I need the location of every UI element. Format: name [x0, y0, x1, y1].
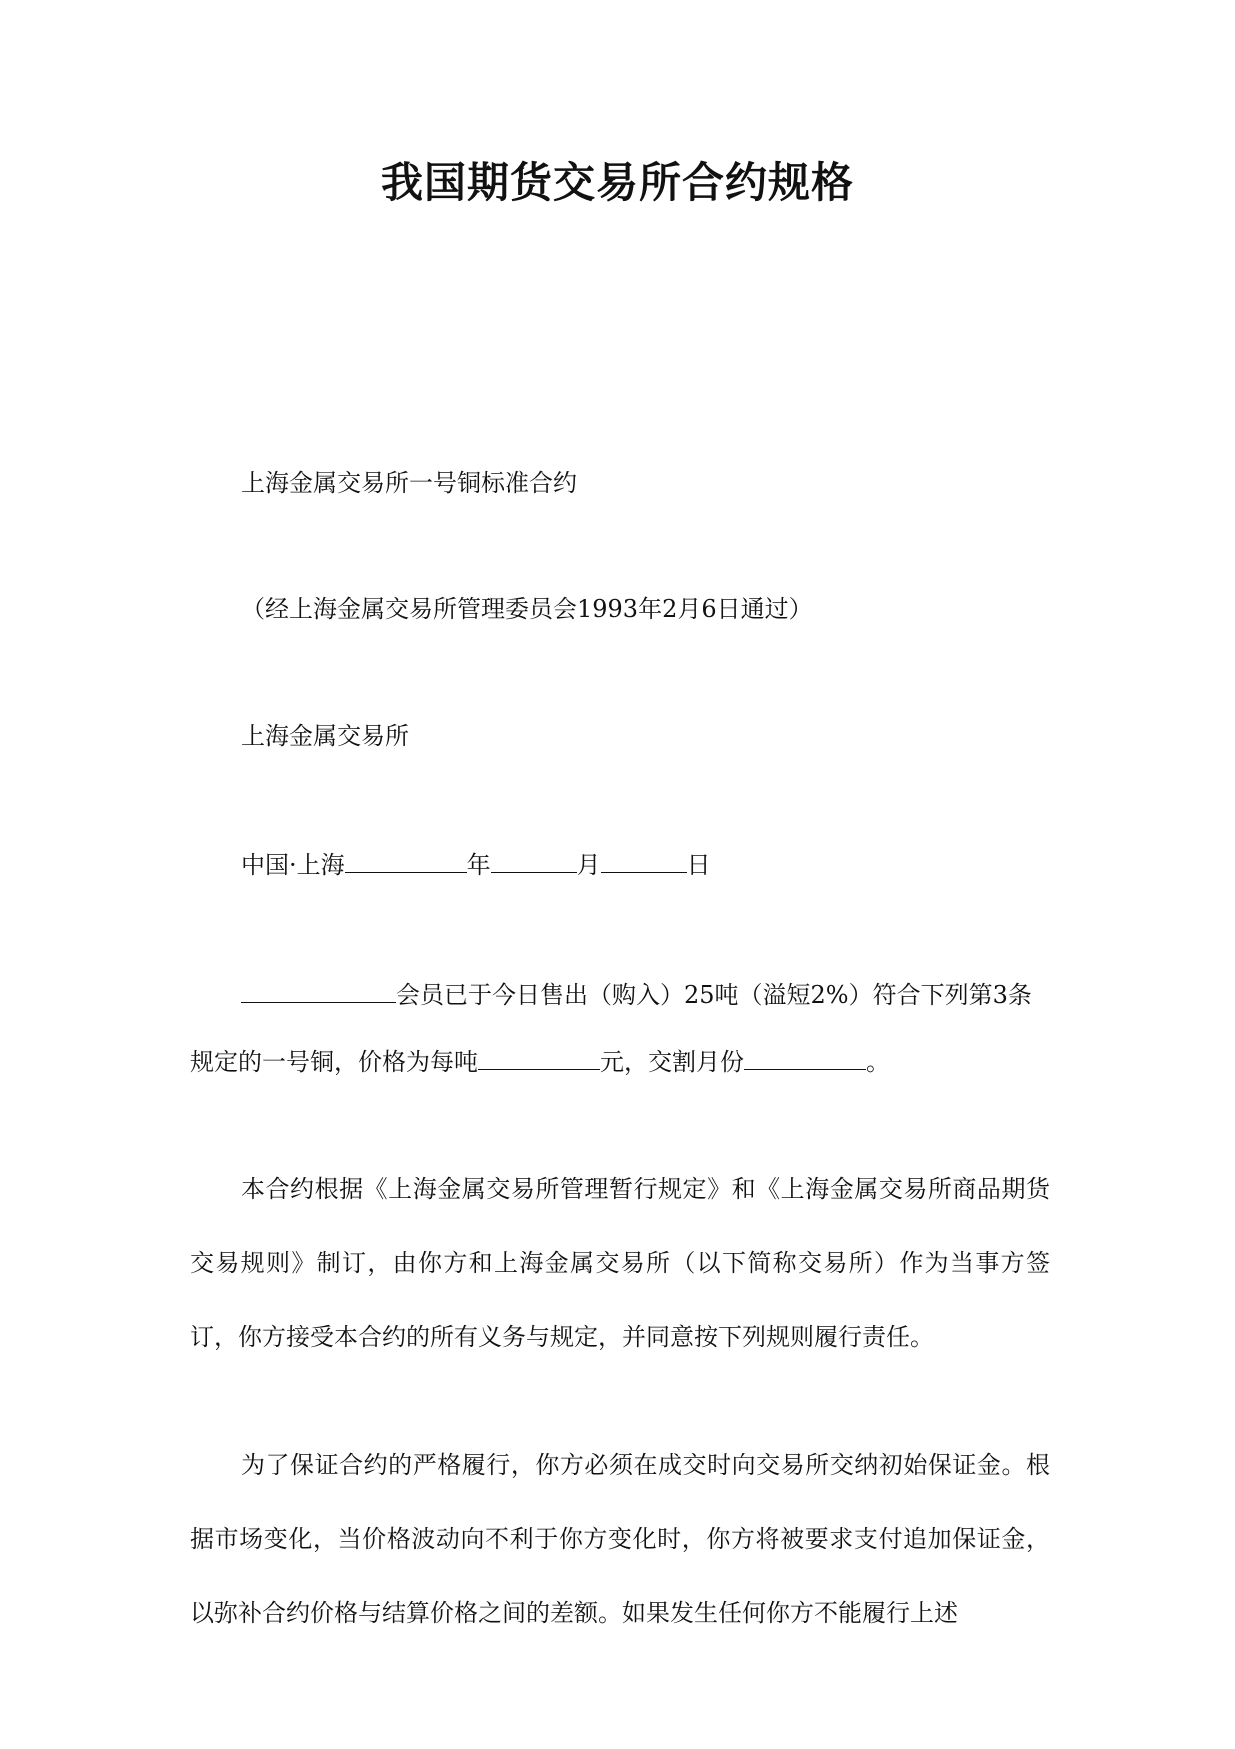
member-blank — [241, 978, 396, 1003]
sale-line-2-end: 。 — [866, 1048, 890, 1076]
exchange-name: 上海金属交易所 — [241, 722, 409, 750]
sale-line-2 — [190, 1045, 890, 1078]
month-blank — [491, 848, 577, 873]
day-blank — [601, 848, 687, 873]
month-label: 月 — [576, 851, 601, 879]
paragraph-contract-basis: 本合约根据《上海金属交易所管理暂行规定》和《上海金属交易所商品期货交易规则》制订，由你方和上海金属交易所（以下简称交易所）作为当事方签订，你方接受本合约的所有义务与规定，并同意按下列规则履行责任。 — [190, 1175, 1050, 1351]
sale-line-2-prefix: 规定的一号铜，价格为每吨 — [190, 1048, 478, 1076]
contract-name: 上海金属交易所一号铜标准合约 — [241, 469, 577, 497]
date-line — [241, 848, 711, 881]
day-label: 日 — [686, 851, 711, 879]
year-label: 年 — [466, 851, 491, 879]
sale-line-2-mid: 元，交割月份 — [600, 1048, 744, 1076]
document-title: 我国期货交易所合约规格 — [380, 158, 854, 207]
approval-note: （经上海金属交易所管理委员会1993年2月6日通过） — [241, 595, 813, 623]
price-blank — [478, 1045, 600, 1070]
sale-line-1-text: 会员已于今日售出（购入）25吨（溢短2%）符合下列第3条 — [396, 981, 1032, 1009]
place-prefix: 中国·上海 — [241, 851, 345, 879]
year-blank — [345, 848, 467, 873]
delivery-month-blank — [744, 1045, 866, 1070]
sale-line-1 — [241, 978, 1032, 1011]
paragraph-margin: 为了保证合约的严格履行，你方必须在成交时向交易所交纳初始保证金。根据市场变化，当价格波动向不利于你方变化时，你方将被要求支付追加保证金，以弥补合约价格与结算价格之间的差额。如果发生任何你方不能履行上述 — [190, 1451, 1050, 1627]
